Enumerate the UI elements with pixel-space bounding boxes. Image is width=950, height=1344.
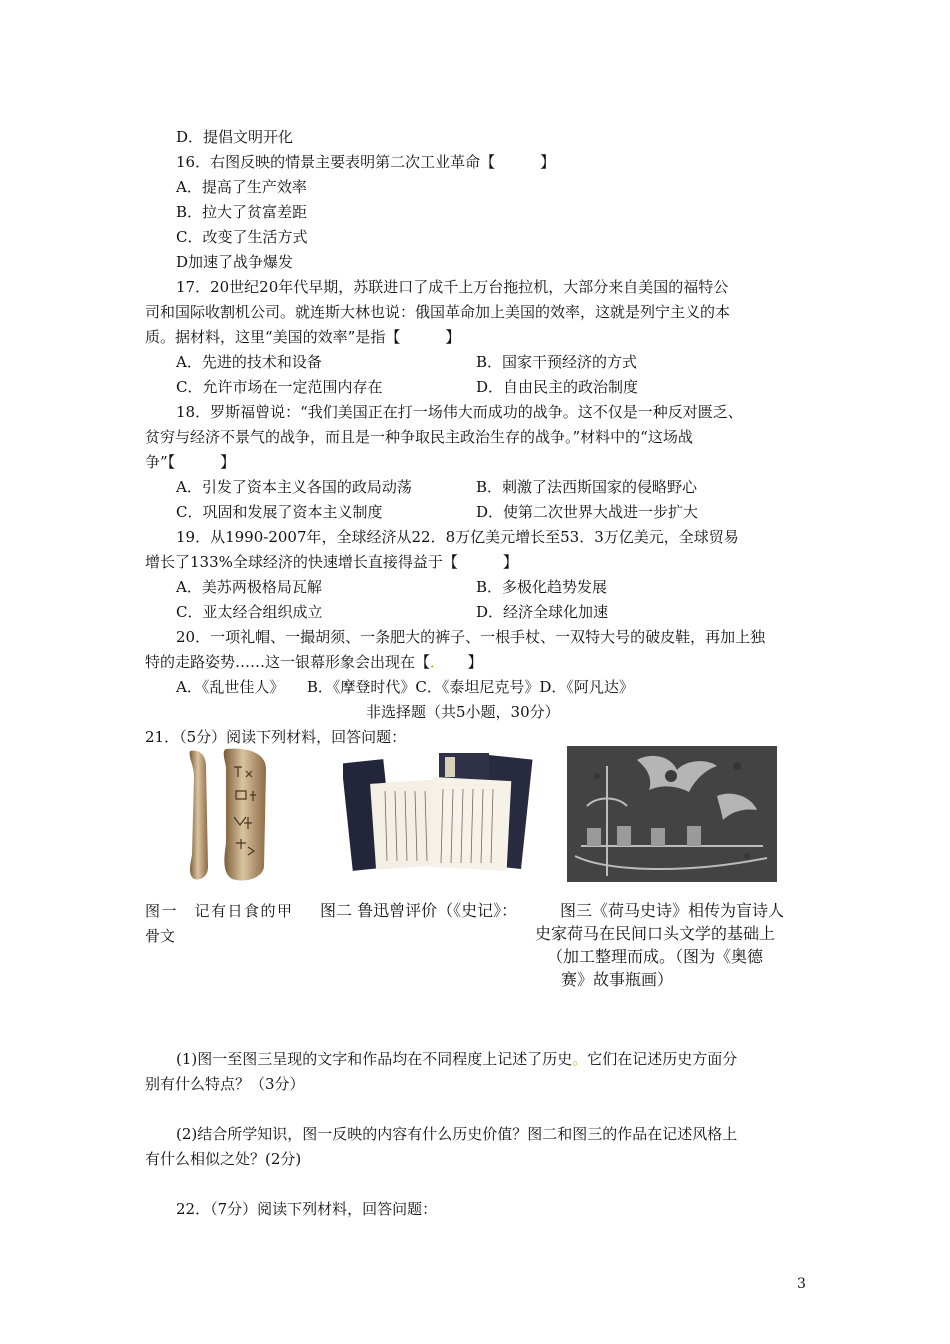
figure1-caption-line2: 骨文 <box>145 927 176 945</box>
q18-option-d: D．使第二次世界大战进一步扩大 <box>476 503 699 521</box>
figure3-caption-line3: （加工整理而成。（图为《奥德 <box>547 947 764 966</box>
section-heading: 非选择题（共5小题，30分） <box>366 703 560 721</box>
q16-option-b: B．拉大了贫富差距 <box>176 203 308 221</box>
q15-option-d: D．提倡文明开化 <box>176 128 294 146</box>
odyssey-vase-painting-image <box>567 746 777 882</box>
q17-option-d: D．自由民主的政治制度 <box>476 378 639 396</box>
q20-stem-1: 20．一项礼帽、一撮胡须、一条肥大的裤子、一根手杖、一双特大号的破皮鞋，再加上独 <box>176 628 766 646</box>
figure3-caption-line1: 图三《荷马史诗》相传为盲诗人 <box>560 901 785 920</box>
q21-sub1-line1 <box>176 1047 737 1071</box>
q17-stem-3: 质。据材料，这里“美国的效率”是指【 】 <box>145 328 461 346</box>
q17-option-c: C．允许市场在一定范围内存在 <box>176 378 383 396</box>
q16-option-a: A．提高了生产效率 <box>176 178 307 196</box>
figure2-caption: 图二 鲁迅曾评价（《史记》： <box>320 901 518 920</box>
q18-option-b: B．刺激了法西斯国家的侵略野心 <box>476 478 698 496</box>
q18-stem-3: 争”【 】 <box>145 453 236 471</box>
q17-option-a: A．先进的技术和设备 <box>176 353 322 371</box>
q19-stem-2: 增长了133%全球经济的快速增长直接得益于【 】 <box>145 553 518 571</box>
oracle-bone-image <box>186 747 270 883</box>
q16-option-d: D加速了战争爆发 <box>176 253 294 271</box>
figure3-caption-line4: 赛》故事瓶画） <box>561 970 674 989</box>
figure3-caption-line2: 史家荷马在民间口头文学的基础上 <box>535 924 776 943</box>
q19-option-a: A．美苏两极格局瓦解 <box>176 578 322 596</box>
page-number: 3 <box>797 1276 806 1292</box>
q22-stem: 22．（7分）阅读下列材料，回答问题： <box>176 1200 438 1218</box>
q17-stem-2: 司和国际收割机公司。就连斯大林也说：俄国革命加上美国的效率，这就是列宁主义的本 <box>145 303 731 321</box>
q21-sub1-dot: 。 <box>572 1050 588 1068</box>
q20-options: A．《乱世佳人》 B．《摩登时代》C．《泰坦尼克号》D．《阿凡达》 <box>176 678 634 696</box>
q19-option-d: D．经济全球化加速 <box>476 603 609 621</box>
q18-stem-1: 18．罗斯福曾说：“我们美国正在打一场伟大而成功的战争。这不仅是一种反对匮乏、 <box>176 403 743 421</box>
q20-stem-2 <box>145 650 483 674</box>
q19-option-c: C．亚太经合组织成立 <box>176 603 323 621</box>
q19-option-b: B．多极化趋势发展 <box>476 578 608 596</box>
q21-sub2-line1: (2)结合所学知识，图一反映的内容有什么历史价值？图二和图三的作品在记述风格上 <box>176 1125 738 1143</box>
q20-stem-2-text: 特的走路姿势……这一银幕形象会出现在【 <box>145 653 431 671</box>
q21-sub1-text-a: (1)图一至图三呈现的文字和作品均在不同程度上记述了历史 <box>176 1050 573 1068</box>
q18-option-a: A．引发了资本主义各国的政局动荡 <box>176 478 412 496</box>
shiji-books-image <box>343 751 534 879</box>
q21-sub1-line2: 别有什么特点？（3分） <box>145 1075 305 1093</box>
q17-option-b: B．国家干预经济的方式 <box>476 353 638 371</box>
q18-stem-2: 贫穷与经济不景气的战争，而且是一种争取民主政治生存的战争。”材料中的“这场战 <box>145 428 693 446</box>
q21-sub2-line2: 有什么相似之处？(2分) <box>145 1150 302 1168</box>
q21-sub1-text-b: 它们在记述历史方面分 <box>587 1050 738 1068</box>
figure1-caption-line1: 图一 记有日食的甲 <box>145 902 294 920</box>
q20-stem-2-dot: ． <box>430 653 438 671</box>
q21-stem: 21．（5分）阅读下列材料，回答问题： <box>145 728 407 746</box>
q17-stem-1: 17．20世纪20年代早期，苏联进口了成千上万台拖拉机，大部分来自美国的福特公 <box>176 278 729 296</box>
q20-stem-2-bracket: 】 <box>437 653 483 671</box>
q16-option-c: C．改变了生活方式 <box>176 228 308 246</box>
q18-option-c: C．巩固和发展了资本主义制度 <box>176 503 383 521</box>
q19-stem-1: 19．从1990-2007年，全球经济从22．8万亿美元增长至53．3万亿美元，全球贸易 <box>176 528 739 546</box>
q16-stem: 16．右图反映的情景主要表明第二次工业革命【 】 <box>176 153 556 171</box>
